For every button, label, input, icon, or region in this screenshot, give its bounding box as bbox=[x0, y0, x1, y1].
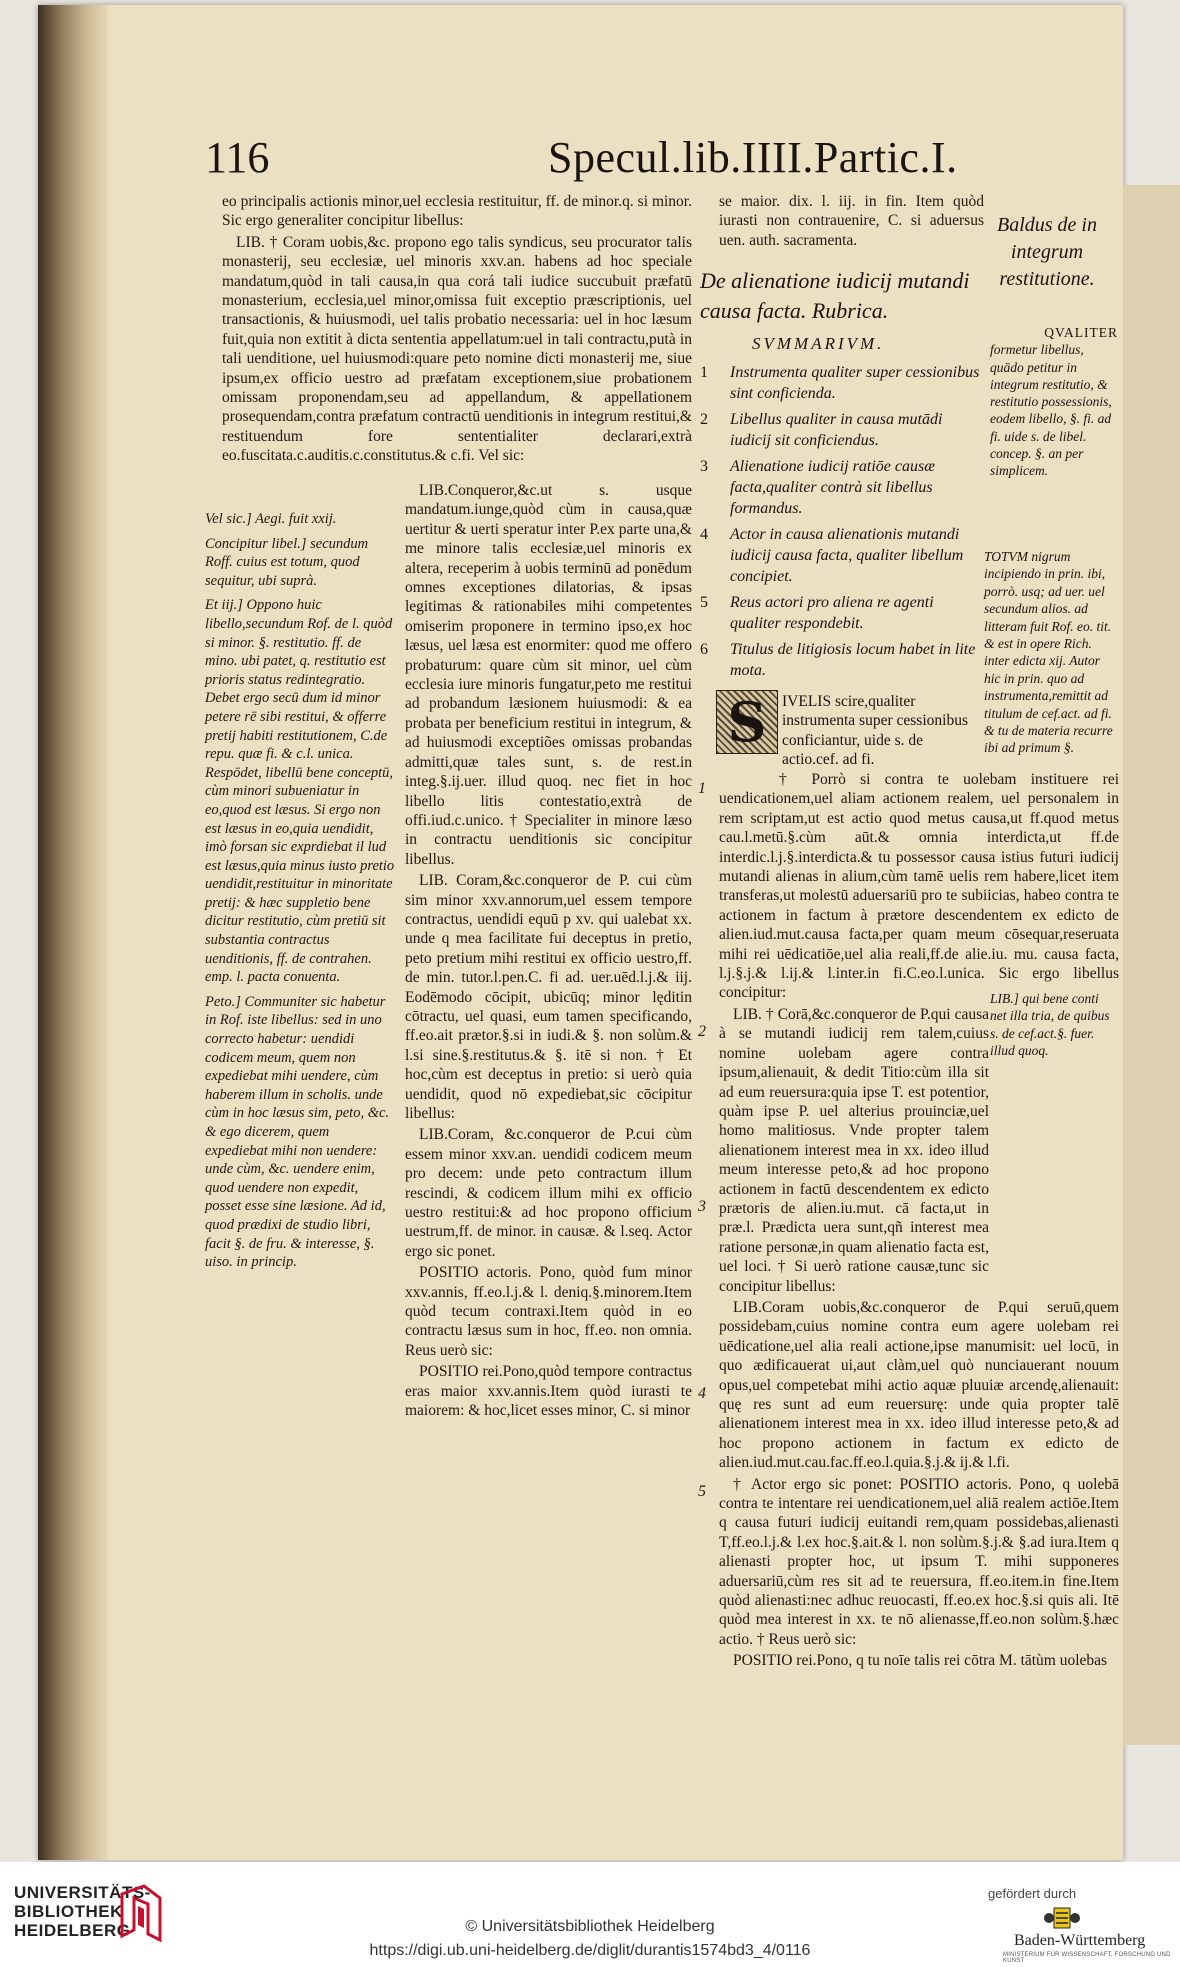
gloss-note: Et iij.] Oppono huic libello,secundum Rof. de l. quòd si minor. §. restitutio. ff. de mino. ubi patet, q. restitutio est prioris status redintegratio. Debet ergo secū dum id minor petere rē sibi restitui, & offerre pretij habiti restitutionem, C.de repu. quæ fi. & c.l. unica. Respōdet, libellū bene conceptū, cùm minori subueniatur in eo,quod est læsus. Si ergo non est læsus in eo,quia uendidit, imò forsan sic exprdiebat il lud est læsus,quia minus iusto pretio uendidit,restituitur in minoritate pretij: & hæc suppletio bene dicitur restitutio, cùm pretiū sit substantia contractus uenditionis, ff. de contrahen. emp. l. pacta conuenta. bbox=[205, 597, 395, 986]
summarium-item bbox=[700, 524, 980, 587]
column-a-top bbox=[222, 192, 692, 468]
column-b-paragraph: POSITIO rei.Pono, q tu noīe talis rei cōtra M. tātùm uolebas bbox=[733, 1652, 1108, 1670]
left-gloss bbox=[205, 510, 395, 1278]
column-a-paragraph: LIB. † Coram uobis,&c. propono ego talis syndicus, seu procurator talis monasterij, seu ecclesiæ, uel minoris xxv.an. habens ad hoc speciale mandatum,quòd in tali causa,in qua corá tali iudice succubuit præfatū monasterium, ecclesia,uel minor,omissa fuit exceptio præscriptionis, uel transactionis, & huiusmodi, uel talis probatio necessaria: uel in hoc læsum fuit,quia non extitit à dicta sententia appellatum:uel in tali contractu,putà in tali uenditione, uel huiusmodi:quare peto nomine dicti monasterij me, siue ipsum,ex officio uestro ad præfatam exceptionem,siue probationem omissam proponendam,seu ad appellandum, & appellationem prosequendam,contra præfatum contractū uenditionis in integrum restitui,& restituendum fore sententialiter declarari,extrà eo.fuscitata.c.auditis.c.constitutus.& c.fi. Vel sic: bbox=[222, 233, 692, 465]
iuelis-text: IVELIS scire,qualiter instrumenta super cessionibus conficiantur, uide s. de actio.cef. ad fi. bbox=[782, 693, 968, 769]
main-paragraph: LIB. Coram,&c.conqueror de P. cui cùm sim minor xxv.annorum,uel essem tempore contractus, uendidi equū p xv. qui ualebat xx. unde q mea facilitate fui deceptus in pretio, peto pretium mihi restitui ex officio uestro,ff. de min. tutor.l.pen.C. fi ad. uer.uēd.l.j.& iij. Eodēmodo cōcipit, ubicūq; minor lęditin cōtractu, uel quasi, eum tamen specificando, ff.eo.ait prætor.§.si in iudi.& §. non solùm.& l.si sine.§.restitutus.& §. itē si non. † Et hoc,cùm est deceptus in pretio: si uerò quia uendidit, quod nō expediebat,sic cōcipitur libellus: bbox=[405, 872, 692, 1122]
decorated-initial: S bbox=[716, 690, 778, 754]
totum-note: TOTVM nigrum incipiendo in prin. ibi, porrò. usq; ad uer. uel secundum alios. ad litteram fuit Rof. eo. tit. & est in opere Rich. inter edicta xij. Autor hic in prin. quo ad instrumenta,remittit ad titulum de cef.act. ad fi. & tu de materia recurre ibi ad primum §. bbox=[984, 549, 1113, 756]
column-b-paragraph: † Actor ergo sic ponet: POSITIO actoris. Pono, q uolebā contra te intentare rei uendicationem,uel aliā realem actiōe.Item q causa futuri iudicij euitandi rem,quam possidebas,alienasti T,ff.eo.l.j.& l.ex hoc.§.ait.& l. non solùm.§.j.& §.ad iura.Item q alienasti propter hoc, ut ipsum T. mihi supponeres aduersariū,cùm res sit ad te reuersura, ff.eo.item.in fine.Item quòd alienasti:nec adhuc reuocasti, ff.eo.ex hoc.§.si quis ali. Itē quòd mea interest in xx. te nō alienasse,ff.eo.non solùm.§.hæc actio. † Reus uerò sic: bbox=[719, 1475, 1119, 1648]
column-a-paragraph: eo principalis actionis minor,uel ecclesia restituitur, ff. de minor.q. si minor. Sic ergo generaliter concipitur libellus: bbox=[222, 193, 692, 230]
summarium-text: Actor in causa alienationis mutandi iudicij causa facta, qualiter libellum concipiet. bbox=[730, 526, 964, 585]
summarium-text: Titulus de litigiosis locum habet in lite mota. bbox=[730, 641, 976, 679]
library-name-line: HEIDELBERG bbox=[14, 1921, 131, 1940]
summarium-number: 1 bbox=[700, 364, 708, 381]
rubric-title: De alienatione iudicij mutandi causa facta. Rubrica. bbox=[700, 268, 970, 323]
main-paragraph: POSITIO actoris. Pono, quòd fum minor xxv.annis, ff.eo.l.j.& l. deniq.§.minorem.Item quòd tecum contraxi.Item quòd in eo contractu læsus sum in hoc, ff.eo. non omnia. Reus uerò sic: bbox=[405, 1264, 692, 1359]
copyright-notice: © Universitätsbibliothek Heidelberg bbox=[465, 1918, 715, 1935]
gloss-note: Vel sic.] Aegi. fuit xxij. bbox=[205, 511, 337, 527]
bw-crest-icon bbox=[1042, 1905, 1082, 1931]
summarium-item bbox=[700, 456, 980, 519]
main-paragraph: LIB.Coram, &c.conqueror de P.cui cùm essem minor xxv.an. uendidi codicem meum pro decem: unde peto contractum illum rescindi, & codicem illum mihi ex officio uestro restitui:& ad hoc propono officium uestrum,ff. de minor. in causæ. & l.seq. Actor ergo sic ponet. bbox=[405, 1126, 692, 1260]
sponsor-subtitle: MINISTERIUM FÜR WISSENSCHAFT, FORSCHUNG UND KUNST bbox=[1003, 1952, 1171, 1964]
summarium-text: Instrumenta qualiter super cessionibus sint conficienda. bbox=[730, 364, 980, 402]
summarium-text: Libellus qualiter in causa mutādi iudicij sit conficiendus. bbox=[730, 411, 943, 449]
library-name-line: UNIVERSITÄTS- bbox=[14, 1883, 151, 1902]
column-b-top-text: se maior. dix. l. iij. in fin. Item quòd iurasti non contrauenire, C. si aduersus uen. auth. sacramenta. bbox=[719, 193, 984, 249]
margin-number: 1 bbox=[698, 780, 706, 797]
facing-page-edge bbox=[1123, 185, 1180, 1745]
qualiter-cap: QVALITER bbox=[1044, 325, 1118, 340]
qualiter-text: formetur libellus, quādo petitur in integrum restitutio, & restitutio possessionis, eodem libello, §. fi. ad fi. uide s. de libel. concep. §. an per simplicem. bbox=[990, 342, 1112, 479]
column-b-paragraph: † Porrò si contra te uolebam instituere rei uendicationem,uel aliam actionem realem, uel personalem in rem scriptam,ut est actio quod metus causa,ut ff.quod metus cau.l.metū.§.cùm aūt.& omnia interdicta,ut ff.de interdic.l.j.§.interdicta.& tu possessor causa istius futuri iudicij mutandi alienas in alium,cùm tamē uelis rem habere,licet item transferas,ut molestū aduersariū pro te subiicias, habeo contra te actionem in factum à prætore descendentem ex edicto de alien.iud.mut.causa facta,per quam meum cōsequar,reseruata mihi rei uēdicatiōe,uel alia reali,ff.de alie.iu. mu. causa facta, l.j.§.j.& l.ij.& l.inter.in fi.C.eo.l.unica. Sic ergo libellus concipitur: bbox=[719, 771, 1119, 1002]
main-paragraph: LIB.Conqueror,&c.ut s. usque mandatum.iunge,quòd cùm in causa,quæ uertitur & uerti speratur inter P.ex parte una,& me minore talis ecclesiæ,uel minoris ex altera, receperim à uobis terminū ad ponēdum omnes exceptiones dilatorias, & ipsas legitimas & rationabiles mihi competentes omiserim proponere in termino ipso,ex hoc læsus, uel læsa est enormiter: quod me offero probaturum: quare cùm sit minor, uel cùm ecclesia iure minoris fungatur,peto me restitui ad probandum læsionem huiusmodi: & ea probata per beneficium restitui in integrum, & ad huiusmodi exceptiões omissas probandas admitti,quæ tales sunt, s. de rest.in integ.§.ij.uer. illud quoq. nec fiet in hoc libello litis contestatio,extrà de offi.iud.c.unico. † Specialiter in minore læso in contractu uenditionis sic concipitur libellus. bbox=[405, 482, 692, 868]
main-paragraph: POSITIO rei.Pono,quòd tempore contractus eras maior xxv.annis.Item quòd iurasti te maiorem: & hoc,licet esses minor, C. si minor bbox=[405, 1363, 692, 1420]
column-b-paragraph: LIB.Coram uobis,&c.conqueror de P.qui seruū,quem possidebam,cuius nomine contra eum agere uolebam rei uēdicatione,uel alia reali actione,ipse manumisit: uel locū, in quo ædificauerat ui,aut clàm,uel quò nunciauerant nouum opus,uel competebat mihi actio aquæ pluuiæ arcendę,alienauit: quę res sunt ad eum reuersurę: unde quia propter talē alienationem interest mea in xx. ideo illud interesse peto,& ad hoc propono actionem in factum ex edicto de alien.iud.mut.cau.fac.ff.eo.l.quia.§.j.& ij.& l.fi. bbox=[719, 1298, 1119, 1472]
margin-number: 5 bbox=[698, 1483, 706, 1500]
summarium-number: 6 bbox=[700, 641, 708, 658]
summarium-text: Alienatione iudicij ratiōe causæ facta,qualiter contrà sit libellus formandus. bbox=[730, 458, 935, 517]
page-number: 116 bbox=[205, 133, 270, 182]
column-b-body bbox=[719, 770, 1119, 1673]
margin-number: 2 bbox=[698, 1023, 706, 1040]
summarium-list bbox=[700, 362, 980, 686]
gloss-note: Concipitur libel.] secundum Roff. cuius est totum, quod sequitur, ubi suprà. bbox=[205, 535, 369, 589]
summarium-number: 3 bbox=[700, 458, 708, 475]
column-b-top bbox=[719, 192, 984, 252]
column-b-paragraph: LIB. † Corā,&c.conqueror de P.qui causa à se mutandi iudicij rem talem,cuius nomine uolebam agere contra ipsum,alienauit, & dedit Titio:cùm illa sit ad eum reuersura:quia ipse T. est potentior, quàm ipse P. uel alterius prouinciæ,uel homo malitiosus. Vnde propter talem alienationem interest mea in xx. ideo illud meum interesse peto,& ad hoc propono actionem in factū descendentem ex edicto prætoris de alien.iu.mut. cā facta,ut in præ.l. Prædicta uera sunt,qñ interest mea ratione personæ,in quam alienatio facta est, uel loci. † Si uerò ratione causæ,tunc sic concipitur libellus: bbox=[719, 1005, 989, 1295]
sponsor-name: Baden-Württemberg bbox=[1014, 1932, 1146, 1949]
summarium-item bbox=[700, 362, 980, 404]
running-head: Specul.lib.IIII.Partic.I. bbox=[548, 133, 958, 182]
margin-number: 4 bbox=[698, 1385, 706, 1402]
main-text-lower bbox=[405, 481, 692, 1423]
summarium-number: 4 bbox=[700, 526, 708, 543]
baldus-note: Baldus de in integrum restitutione. bbox=[997, 214, 1097, 290]
gloss-note: Peto.] Communiter sic habetur in Rof. iste libellus: sed in uno correcto habetur: uendidi codicem meum, quem non expediebat mihi uendere, cùm haberem illum in scholis. unde cùm in hoc læsus sim, peto, &c. & ego dicerem, quem expediebat mihi non uendere: unde cùm, &c. uendere enim, quod uendere non expedit, posset esse sine læsione. Ad id, quod prædixi de studio libri, facit §. de fru. & interesse, §. uiso. in princip. bbox=[205, 993, 390, 1271]
sponsor-label: gefördert durch bbox=[988, 1886, 1077, 1901]
summarium-number: 2 bbox=[700, 411, 708, 428]
summarium-item bbox=[700, 409, 980, 451]
margin-number: 3 bbox=[698, 1198, 706, 1215]
library-name-line: BIBLIOTHEK bbox=[14, 1902, 123, 1921]
page-gutter bbox=[38, 5, 108, 1860]
summarium-heading: SVMMARIVM. bbox=[752, 334, 885, 353]
qualiter-note bbox=[990, 324, 1118, 480]
summarium-item bbox=[700, 592, 980, 634]
summarium-item bbox=[700, 639, 980, 681]
summarium-text: Reus actori pro aliena re agenti qualiter respondebit. bbox=[730, 594, 934, 632]
lib-margin-note: LIB.] qui bene conti net illa tria, de quibus s. de cef.act.§. fuer. illud quoq. bbox=[990, 991, 1110, 1059]
summarium-number: 5 bbox=[700, 594, 708, 611]
permalink[interactable]: https://digi.ub.uni-heidelberg.de/diglit/durantis1574bd3_4/0116 bbox=[369, 1942, 811, 1959]
